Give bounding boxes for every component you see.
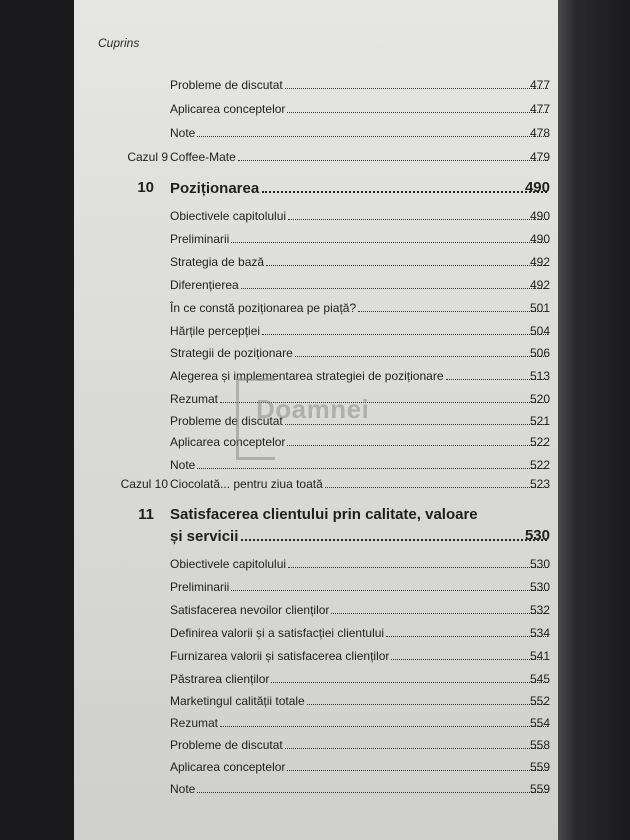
dot-leader [271,671,548,683]
page-number: 504 [529,324,550,338]
entry-title-text: În ce constă poziționarea pe piață? [170,301,357,315]
entry-title-text: Rezumat [170,716,219,730]
dot-leader [288,208,548,220]
toc-entry [0,148,630,166]
chapter-number: 10 [137,179,154,196]
toc-entry-title [170,758,550,776]
page-number: 490 [529,209,550,223]
toc-entry [0,647,630,665]
toc-entry [0,124,630,142]
page-number: 559 [529,760,550,774]
page-number: 534 [529,626,550,640]
toc-entry-title [170,670,550,688]
entry-title-text: Marketingul calității totale [170,694,305,708]
entry-title-text: Rezumat [170,392,219,406]
page-number: 492 [529,278,550,292]
toc-entry-title [170,148,550,166]
page-number: 541 [529,649,550,663]
toc-entry [0,276,630,294]
page-number: 521 [529,414,550,428]
running-header: Cuprins [98,36,140,50]
entry-title-text: Strategia de bază [170,255,265,269]
entry-title-text: Obiectivele capitolului [170,557,287,571]
toc-entry-title [170,624,550,642]
entry-title-text: Probleme de discutat [170,414,283,428]
dot-leader [386,625,548,637]
entry-title-text: Satisfacerea nevoilor clienților [170,603,330,617]
toc-entry [0,456,630,474]
entry-title-text: Aplicarea conceptelor [170,760,286,774]
toc-entry-title [170,456,550,474]
page-number: 506 [529,346,550,360]
entry-title-text: Preliminarii [170,580,230,594]
page-number: 558 [529,738,550,752]
page-number: 554 [529,716,550,730]
toc-entry-title [170,601,550,619]
entry-title-text: Probleme de discutat [170,738,283,752]
entry-title-text: Note [170,458,196,472]
page-number: 552 [529,694,550,708]
toc-entry-title [170,276,550,294]
dot-leader [231,231,548,243]
toc-entry-title [170,736,550,754]
toc-entry [0,758,630,776]
toc-entry [0,555,630,573]
toc-entry-title [170,124,550,142]
dot-leader [358,300,548,312]
page-number: 490 [529,232,550,246]
toc-entry [0,670,630,688]
toc-entry [0,299,630,317]
page-number: 522 [529,458,550,472]
dot-leader [241,277,548,289]
entry-title-text: Aplicarea conceptelor [170,435,286,449]
entry-title-text: Strategii de poziționare [170,346,293,360]
toc-entry [0,207,630,225]
dot-leader [288,556,548,568]
page-number: 520 [529,392,550,406]
entry-title-text: Note [170,782,196,796]
entry-title-text: Preliminarii [170,232,230,246]
chapter-10-heading [0,177,630,199]
case-label: Cazul 10 [120,477,168,491]
dot-leader [262,323,548,335]
toc-entry-title [170,299,550,317]
chapter-title-line1: Satisfacerea clientului prin calitate, valoare [170,506,478,523]
chapter-title-line2 [170,525,550,547]
page-number: 477 [529,78,550,92]
chapter-title-text: Poziționarea [170,180,260,197]
dot-leader [287,759,548,771]
toc-entry-title [170,555,550,573]
dot-leader [325,476,548,488]
toc-entry-title [170,253,550,271]
dot-leader [238,149,548,161]
entry-title-text: Note [170,126,196,140]
dot-leader [220,715,548,727]
entry-title-text: Hărțile percepției [170,324,261,338]
watermark-logo [236,378,396,458]
dot-leader [241,525,547,541]
entry-title-text: Aplicarea conceptelor [170,102,286,116]
toc-entry-title [170,230,550,248]
entry-title-text: Obiectivele capitolului [170,209,287,223]
toc-entry [0,322,630,340]
page-number: 490 [524,179,550,196]
dot-leader [307,693,548,705]
page-number: 501 [529,301,550,315]
dot-leader [287,101,548,113]
toc-entry [0,253,630,271]
page-number: 513 [529,369,550,383]
dot-leader [266,254,548,266]
toc-entry [0,578,630,596]
toc-entry [0,230,630,248]
entry-title-text: Diferențierea [170,278,239,292]
toc-entry-title [170,578,550,596]
toc-entry-title [170,714,550,732]
dot-leader [285,77,548,89]
page-number: 530 [524,527,550,544]
toc-entry [0,100,630,118]
page-number: 523 [529,477,550,491]
toc-entry-title [170,76,550,94]
toc-entry [0,344,630,362]
case-label: Cazul 9 [127,150,168,164]
toc-entry [0,736,630,754]
toc-entry-title [170,475,550,493]
dot-leader [331,602,548,614]
toc-entry [0,714,630,732]
page-number: 477 [529,102,550,116]
toc-entry-title [170,207,550,225]
dot-leader [197,781,548,793]
page-number: 530 [529,557,550,571]
toc-entry [0,475,630,493]
chapter-11-heading [0,504,630,548]
entry-title-text: Coffee-Mate [170,150,236,164]
entry-title-text: Ciocolată... pentru ziua toată [170,477,323,491]
chapter-number: 11 [138,506,154,523]
toc-entry [0,780,630,798]
watermark-text: Doamnei [256,394,370,424]
toc-entry-title [170,322,550,340]
entry-title-text: Definirea valorii și a satisfacției clientului [170,626,385,640]
chapter-title-text: și servicii [170,528,239,545]
dot-leader [262,177,547,193]
dot-leader [295,345,548,357]
toc-entry [0,624,630,642]
page-number: 478 [529,126,550,140]
entry-title-text: Probleme de discutat [170,78,283,92]
dot-leader [391,648,548,660]
chapter-title [170,177,550,200]
toc-entry [0,692,630,710]
page-number: 479 [529,150,550,164]
toc-entry-title [170,344,550,362]
dot-leader [285,737,548,749]
entry-title-text: Furnizarea valorii și satisfacerea clienților [170,649,390,663]
entry-title-text: Păstrarea clienților [170,672,270,686]
page-number: 532 [529,603,550,617]
toc-entry-title [170,780,550,798]
toc-entry-title [170,692,550,710]
toc-entry [0,601,630,619]
page-number: 522 [529,435,550,449]
toc-entry-title [170,100,550,118]
dot-leader [231,579,548,591]
toc-entry-title [170,647,550,665]
dot-leader [197,125,548,137]
page-number: 492 [529,255,550,269]
entry-title-text: Alegerea și implementarea strategiei de poziționare [170,369,444,383]
page-number: 530 [529,580,550,594]
toc-entry [0,76,630,94]
page-number: 559 [529,782,550,796]
page-number: 545 [529,672,550,686]
